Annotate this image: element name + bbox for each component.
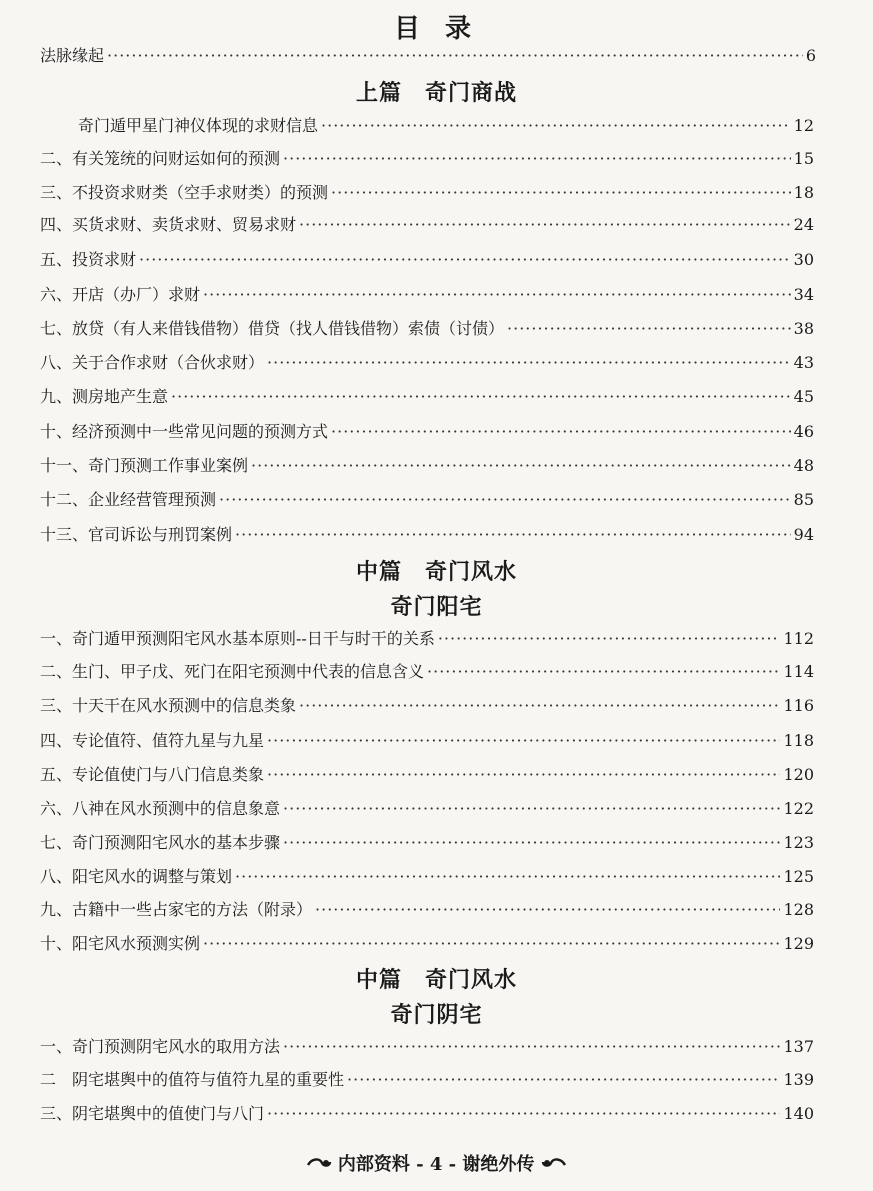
toc-entry [40,454,814,478]
entry-page: 123 [783,833,814,852]
toc-entry [40,488,814,512]
toc-entry [40,317,814,341]
entry-page: 12 [793,116,814,135]
toc-entry [40,932,814,956]
leader-dots [299,213,791,237]
toc-entry [40,627,814,651]
page-footer [0,1150,873,1176]
entry-page: 94 [793,525,814,544]
leader-dots [267,763,780,787]
entry-label: 六、八神在风水预测中的信息象意 [40,799,281,818]
entry-page: 140 [783,1104,814,1123]
toc-entry [40,763,814,787]
leader-dots [283,1035,780,1059]
swirl-ornament-icon [541,1155,567,1174]
leader-dots [507,317,791,341]
toc-entry [40,1035,814,1059]
entry-label: 五、专论值使门与八门信息类象 [40,765,265,784]
toc-entry [40,44,816,68]
toc-entry [40,660,814,684]
entry-label: 十、阳宅风水预测实例 [40,934,201,953]
entry-label: 十二、企业经营管理预测 [40,490,217,509]
toc-entry [40,694,814,718]
leader-dots [139,248,791,272]
toc-entry [40,523,814,547]
entry-label: 八、关于合作求财（合伙求财） [40,353,265,372]
entry-page: 125 [783,867,814,886]
entry-page: 18 [793,183,814,202]
entry-page: 139 [783,1070,814,1089]
leader-dots [235,523,791,547]
entry-label: 一、奇门预测阴宅风水的取用方法 [40,1037,281,1056]
entry-page: 137 [783,1037,814,1056]
entry-page: 34 [793,285,814,304]
entry-label: 一、奇门遁甲预测阳宅风水基本原则--日干与时干的关系 [40,629,435,648]
leader-dots [331,181,791,205]
leader-dots [267,729,780,753]
leader-dots [438,627,781,651]
toc-entry [40,797,814,821]
entry-page: 38 [793,319,814,338]
section-heading: 上篇 奇门商战 [355,80,517,106]
section-subheading: 奇门阴宅 [390,1002,483,1028]
entry-label: 三、不投资求财类（空手求财类）的预测 [40,183,329,202]
entry-label: 四、专论值符、值符九星与九星 [40,731,265,750]
entry-page: 85 [793,490,814,509]
toc-entry [40,1102,814,1126]
toc-entry [78,114,814,138]
leader-dots [235,865,780,889]
leader-dots [171,385,791,409]
entry-page: 112 [783,629,814,648]
entry-label: 二 阴宅堪舆中的值符与值符九星的重要性 [40,1070,345,1089]
toc-entry [40,831,814,855]
toc-entry [40,147,814,171]
entry-label: 法脉缘起 [40,46,105,65]
entry-page: 129 [783,934,814,953]
entry-label: 七、奇门预测阳宅风水的基本步骤 [40,833,281,852]
entry-page: 6 [805,46,816,65]
leader-dots [203,283,791,307]
section-heading: 中篇 奇门风水 [355,967,517,993]
entry-page: 46 [793,422,814,441]
leader-dots [321,114,791,138]
swirl-ornament-icon [306,1155,338,1174]
leader-dots [331,420,791,444]
entry-page: 48 [793,456,814,475]
section-heading: 中篇 奇门风水 [355,559,517,585]
entry-label: 八、阳宅风水的调整与策划 [40,867,233,886]
entry-label: 奇门遁甲星门神仪体现的求财信息 [78,116,319,135]
entry-page: 15 [793,149,814,168]
entry-label: 二、生门、甲子戊、死门在阳宅预测中代表的信息含义 [40,662,425,681]
toc-title: 目 录 [393,14,480,44]
toc-entry [40,213,814,237]
toc-entry [40,351,814,375]
toc-entry [40,729,814,753]
section-subheading: 奇门阳宅 [390,594,483,620]
entry-label: 九、测房地产生意 [40,387,169,406]
toc-entry [40,181,814,205]
entry-label: 九、古籍中一些占家宅的方法（附录） [40,900,313,919]
entry-label: 三、阴宅堪舆中的值使门与八门 [40,1104,265,1123]
entry-label: 七、放贷（有人来借钱借物）借贷（找人借钱借物）索债（讨债） [40,319,505,338]
entry-page: 45 [793,387,814,406]
toc-entry [40,865,814,889]
entry-page: 43 [793,353,814,372]
entry-page: 30 [793,250,814,269]
leader-dots [251,454,791,478]
entry-page: 24 [793,215,814,234]
toc-entry [40,385,814,409]
entry-label: 十、经济预测中一些常见问题的预测方式 [40,422,329,441]
entry-label: 四、买货求财、卖货求财、贸易求财 [40,215,297,234]
toc-entry [40,1068,814,1092]
toc-entry [40,248,814,272]
footer-text: 内部资料 - 4 - 谢绝外传 [337,1154,535,1175]
toc-entry [40,898,814,922]
leader-dots [283,831,780,855]
leader-dots [283,797,780,821]
entry-label: 十一、奇门预测工作事业案例 [40,456,249,475]
leader-dots [315,898,780,922]
entry-label: 五、投资求财 [40,250,137,269]
leader-dots [283,147,791,171]
entry-page: 118 [783,731,814,750]
toc-entry [40,420,814,444]
entry-page: 114 [783,662,814,681]
entry-label: 三、十天干在风水预测中的信息类象 [40,696,297,715]
entry-page: 116 [783,696,814,715]
leader-dots [107,44,803,68]
entry-label: 十三、官司诉讼与刑罚案例 [40,525,233,544]
entry-page: 128 [783,900,814,919]
entry-label: 六、开店（办厂）求财 [40,285,201,304]
entry-label: 二、有关笼统的问财运如何的预测 [40,149,281,168]
leader-dots [347,1068,780,1092]
leader-dots [427,660,780,684]
toc-entry [40,283,814,307]
leader-dots [299,694,780,718]
entry-page: 122 [783,799,814,818]
leader-dots [203,932,780,956]
entry-page: 120 [783,765,814,784]
leader-dots [267,351,791,375]
leader-dots [267,1102,780,1126]
leader-dots [219,488,791,512]
